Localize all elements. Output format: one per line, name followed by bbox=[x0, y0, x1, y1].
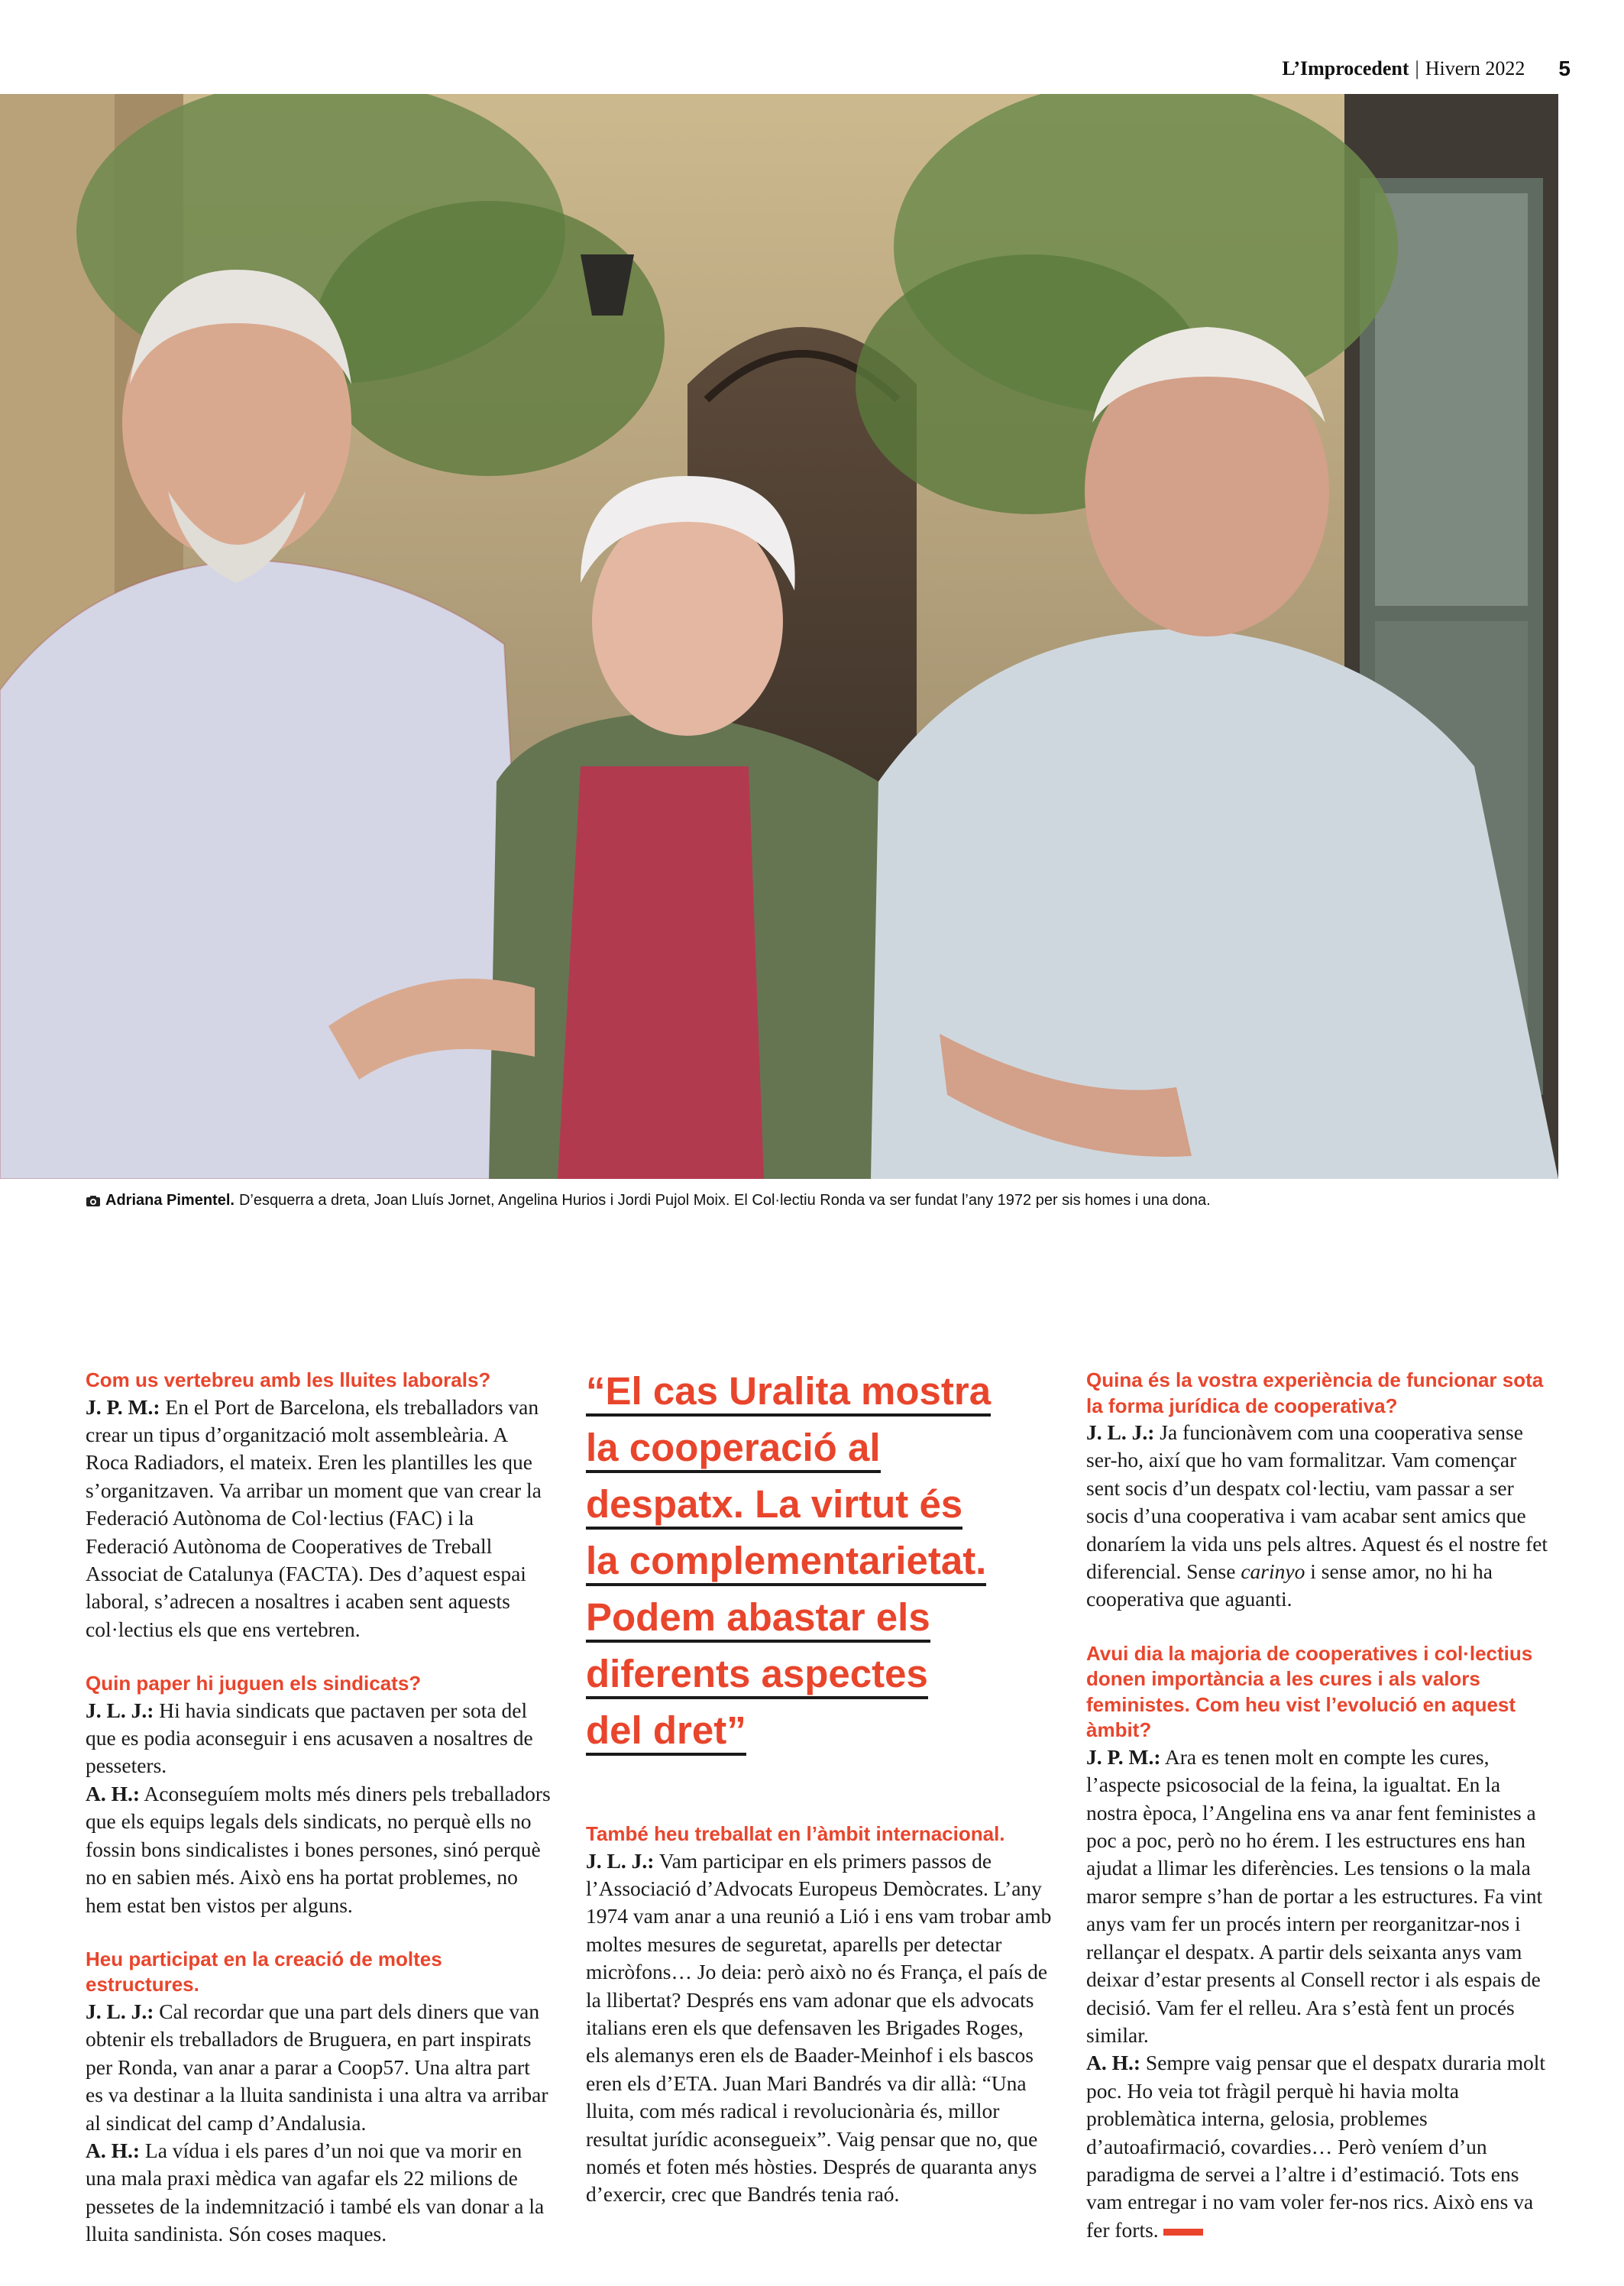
qa-block bbox=[586, 1821, 1052, 2209]
qa-block bbox=[86, 1368, 552, 1643]
end-of-article-mark bbox=[1163, 2229, 1203, 2236]
answer-paragraph bbox=[586, 1847, 1052, 2209]
speaker-initials: J. P. M.: bbox=[1086, 1744, 1161, 1769]
pull-quote-line: la cooperació al bbox=[586, 1426, 881, 1473]
answer-text: Aconseguíem molts més diners pels treballadors que els equips legals dels sindicats, no perquè ells no fossin bons sindicalistes i bones persones, sinó perquè no en sabien més. Això ens ha portat problemes, no hem estat ben vistos per alguns. bbox=[86, 1781, 551, 1917]
column-2 bbox=[586, 1821, 1052, 2236]
qa-block bbox=[86, 1671, 552, 1919]
question-heading: Heu participat en la creació de moltes estructures. bbox=[86, 1947, 442, 1996]
answer-text: Hi havia sindicats que pactaven per sota del que es podia aconseguir i ens acusaven a nosaltres de pesseters. bbox=[86, 1698, 533, 1778]
speaker-initials: A. H.: bbox=[1086, 2051, 1141, 2075]
pull-quote-line: del dret” bbox=[586, 1708, 746, 1756]
page-number: 5 bbox=[1558, 57, 1571, 80]
column-3 bbox=[1086, 1368, 1554, 2271]
issue-label: Hivern 2022 bbox=[1425, 57, 1525, 79]
question-heading: Avui dia la majoria de cooperatives i col·lectius donen importància a les cures i als valors feministes. Com heu vist l’evolució en aquest àmbit? bbox=[1086, 1641, 1533, 1742]
answer-text: i sense amor, no hi ha cooperativa que aguanti. bbox=[1086, 1559, 1493, 1611]
answer-text: La vídua i els pares d’un noi que va morir en una mala praxi mèdica van agafar els 22 milions de pessetes de la indemnització i també els van donar a la lluita sandinista. Són coses maques. bbox=[86, 2138, 545, 2246]
answer-text: Cal recordar que una part dels diners que van obtenir els treballadors de Bruguera, en part inspirats per Ronda, van anar a parar a Coop57. Una altra part es va destinar a la lluita sandinista i una altra va arribar al sindicat del camp d’Andalusia. bbox=[86, 1999, 548, 2135]
camera-icon bbox=[86, 1195, 101, 1207]
photo-credit: Adriana Pimentel. bbox=[105, 1192, 235, 1209]
speaker-initials: J. L. J.: bbox=[86, 1698, 154, 1722]
question-heading: Com us vertebreu amb les lluites laborals? bbox=[86, 1368, 491, 1391]
answer-text: Vam participar en els primers passos de l’Associació d’Advocats Europeus Demòcrates. L’any 1974 vam anar a una reunió a Lió i ens vam trobar amb moltes mesures de seguretat, aparells per detectar micròfons… Jo deia: però això no és França, el país de la llibertat? Després ens vam adonar que els advocats italians eren els que defensaven les Brigades Roges, els alemanys eren els de Baader-Meinhof i els bascos eren els d’ETA. Juan Mari Bandrés va dir allà: “Una lluita, com més radical i revolucionària és, millor resultat jurídic aconsegueix”. Vaig pensar que no, que només et foten més hòsties. Després de quaranta anys d’exercir, crec que Bandrés tenia raó. bbox=[586, 1848, 1052, 2207]
qa-block bbox=[86, 1947, 552, 2249]
answer-paragraph bbox=[86, 2137, 552, 2249]
question-heading: Quin paper hi juguen els sindicats? bbox=[86, 1672, 422, 1695]
pull-quote-line: la complementarietat. bbox=[586, 1539, 986, 1586]
publication-name: L’Improcedent bbox=[1282, 57, 1409, 79]
caption-text: D’esquerra a dreta, Joan Lluís Jornet, Angelina Hurios i Jordi Pujol Moix. El Col·lectiu Ronda va ser fundat l’any 1972 per sis homes i una dona. bbox=[238, 1192, 1211, 1209]
page-header bbox=[1282, 53, 1571, 84]
header-separator: | bbox=[1415, 57, 1419, 79]
pull-quote-line: “El cas Uralita mostra bbox=[586, 1369, 991, 1417]
speaker-initials: J. P. M.: bbox=[86, 1394, 160, 1419]
speaker-initials: J. L. J.: bbox=[86, 1999, 154, 2023]
answer-paragraph bbox=[86, 1780, 552, 1919]
pull-quote-line: diferents aspectes bbox=[586, 1652, 928, 1699]
answer-text: Ja funcionàvem com una cooperativa sense ser-ho, així que ho vam formalitzar. Vam començar sent socis d’un despatx col·lectiu, vam passar a ser socis d’una cooperativa i vam acabar sent amics que donaríem la vida uns pels altres. Aquest és el nostre fet diferencial. Sense bbox=[1086, 1420, 1548, 1584]
answer-paragraph bbox=[1086, 2049, 1554, 2244]
answer-paragraph bbox=[1086, 1419, 1554, 1614]
question-heading: Quina és la vostra experiència de funcionar sota la forma jurídica de cooperativa? bbox=[1086, 1368, 1544, 1417]
speaker-initials: J. L. J.: bbox=[1086, 1420, 1155, 1444]
speaker-initials: A. H.: bbox=[86, 1781, 141, 1805]
column-1 bbox=[86, 1368, 552, 2276]
answer-text: Sempre vaig pensar que el despatx duraria molt poc. Ho veia tot fràgil perquè hi havia molta problemàtica interna, gelosia, problemes d’autoafirmació, covardies… Però veníem d’un paradigma de servei a l’altre i d’estimació. Tots ens vam entregar i no vam voler fer-nos rics. Això ens va fer forts. bbox=[1086, 2051, 1546, 2242]
answer-paragraph bbox=[86, 1697, 552, 1780]
answer-text: Ara es tenen molt en compte les cures, l’aspecte psicosocial de la feina, la igualtat. En la nostra època, l’Angelina ens va anar fent feministes a poc a poc, però no ho érem. I les estructures ens han ajudat a llimar les diferències. Les tensions o la mala maror sempre s’han de portar a les estructures. Fa vint anys vam fer un procés intern per reorganitzar-nos i rellançar el despatx. A partir dels seixanta anys vam deixar d’estar presents al Consell rector i als espais de decisió. Vam fer el relleu. Ara s’està fent un procés similar. bbox=[1086, 1744, 1543, 2047]
article-photo bbox=[0, 94, 1558, 1179]
photo-caption bbox=[86, 1192, 1537, 1209]
speaker-initials: A. H.: bbox=[86, 2138, 141, 2162]
question-heading: També heu treballat en l’àmbit internacional. bbox=[586, 1822, 1005, 1845]
photo-illustration bbox=[0, 94, 1558, 1179]
answer-text: En el Port de Barcelona, els treballadors van crear un tipus d’organització molt assembleària. A Roca Radiadors, el mateix. Eren les plantilles les que s’organitzaven. Va arribar un moment que van crear la Federació Autònoma de Col·lectius (FAC) i la Federació Autònoma de Cooperatives de Treball Associat de Catalunya (FACTA). Des d’aquest espai laboral, s’adrecen a nosaltres i acaben sent aquests col·lectius els que ens vertebren. bbox=[86, 1394, 542, 1641]
italic-word: carinyo bbox=[1241, 1559, 1305, 1584]
qa-block bbox=[1086, 1641, 1554, 2244]
pull-quote bbox=[586, 1366, 1059, 1762]
speaker-initials: J. L. J.: bbox=[586, 1848, 655, 1873]
answer-paragraph bbox=[1086, 1744, 1554, 2049]
answer-paragraph bbox=[86, 1998, 552, 2137]
answer-paragraph bbox=[86, 1394, 552, 1644]
qa-block bbox=[1086, 1368, 1554, 1614]
pull-quote-line: despatx. La virtut és bbox=[586, 1482, 962, 1530]
pull-quote-line: Podem abastar els bbox=[586, 1595, 930, 1643]
